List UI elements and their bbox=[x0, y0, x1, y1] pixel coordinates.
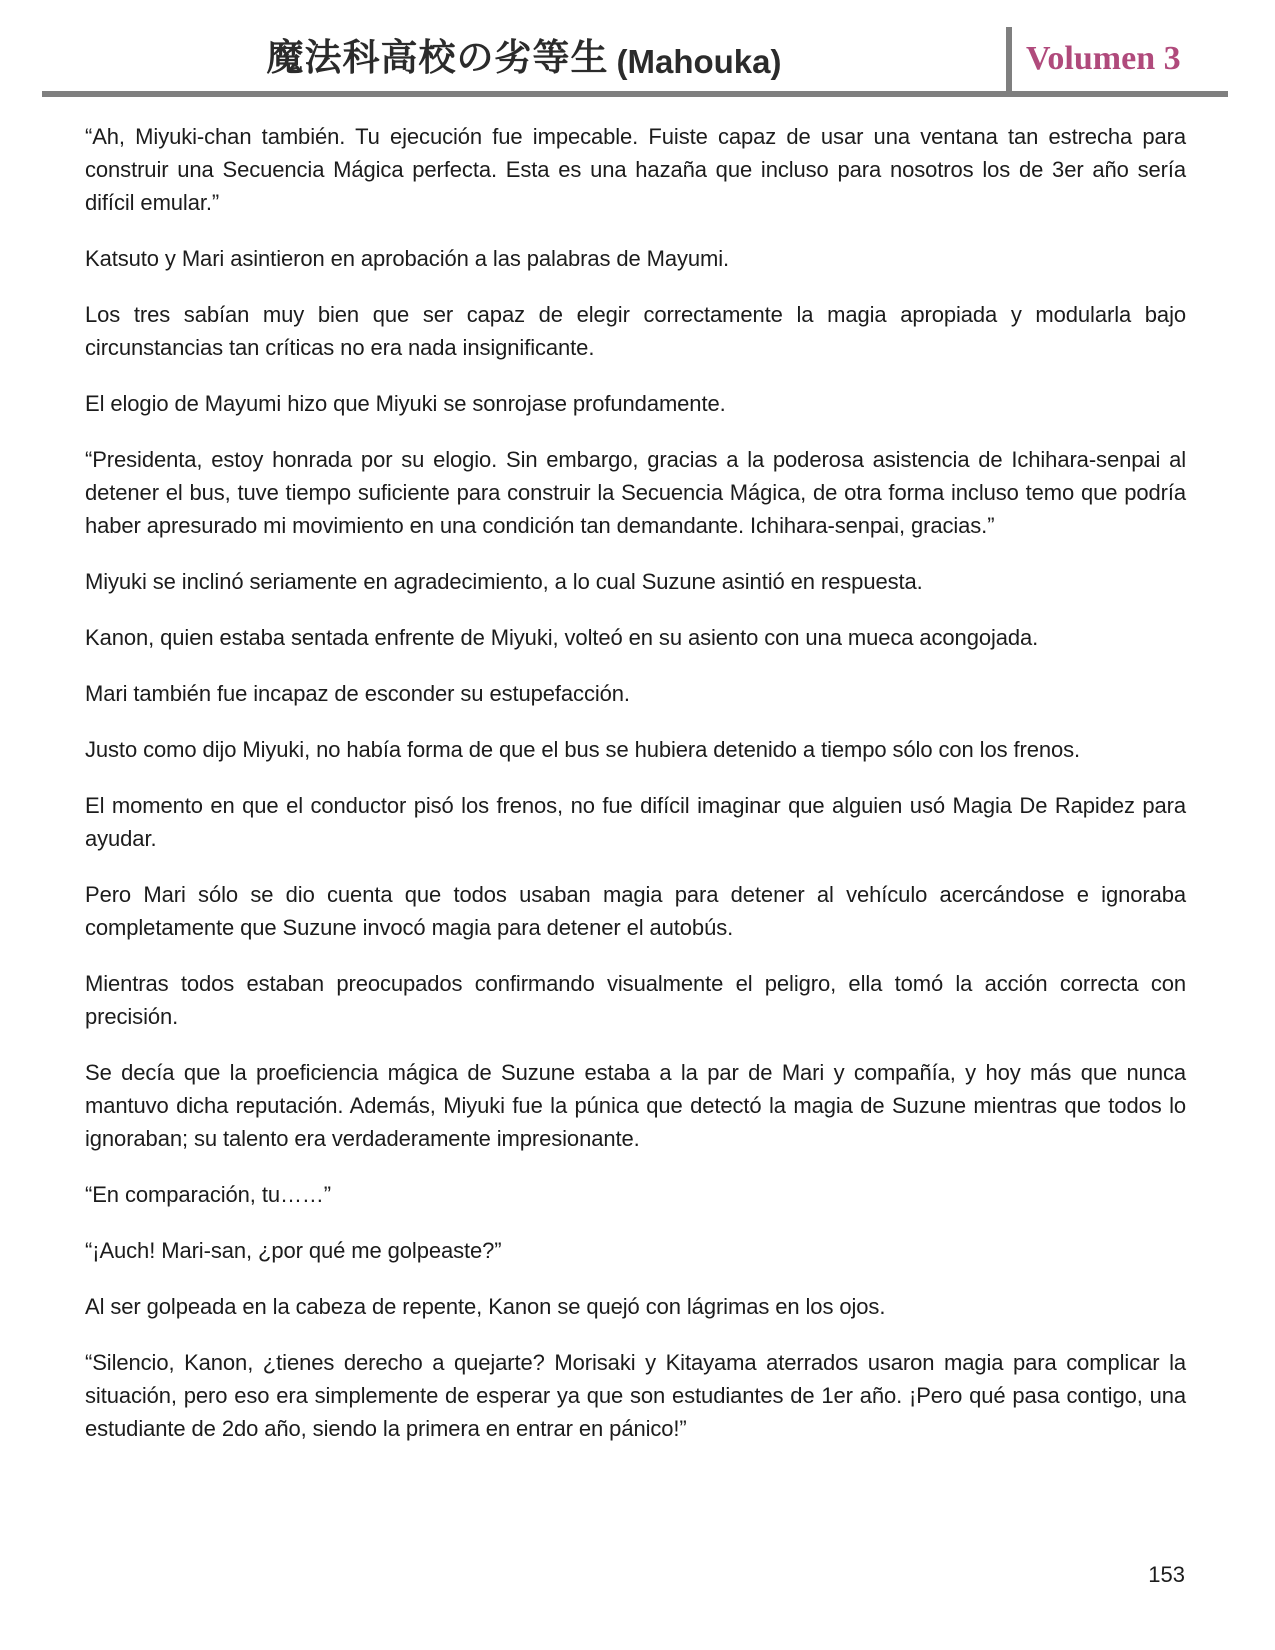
paragraph: Katsuto y Mari asintieron en aprobación a las palabras de Mayumi. bbox=[85, 246, 730, 271]
paragraph: Kanon, quien estaba sentada enfrente de Miyuki, volteó en su asiento con una mueca acongojada. bbox=[85, 625, 1039, 650]
page-header bbox=[0, 0, 1275, 97]
paragraph: Al ser golpeada en la cabeza de repente, Kanon se quejó con lágrimas en los ojos. bbox=[85, 1294, 886, 1319]
paragraph: “Ah, Miyuki-chan también. Tu ejecución fue impecable. Fuiste capaz de usar una ventana tan estrecha para construir una Secuencia Mágica perfecta. Esta es una hazaña que incluso para nosotros los de 3er año sería difícil emular.” bbox=[85, 124, 1186, 215]
paragraph: Se decía que la proeficiencia mágica de Suzune estaba a la par de Mari y compañía, y hoy más que nunca mantuvo dicha reputación. Además, Miyuki fue la púnica que detectó la magia de Suzune mientras que todos lo ignoraban; su talento era verdaderamente impresionante. bbox=[85, 1060, 1186, 1151]
paragraph: “Presidenta, estoy honrada por su elogio. Sin embargo, gracias a la poderosa asistencia de Ichihara-senpai al detener el bus, tuve tiempo suficiente para construir la Secuencia Mágica, de otra forma incluso temo que podría haber apresurado mi movimiento en una condición tan demandante. Ichihara-senpai, gracias.” bbox=[85, 447, 1186, 538]
page-number: 153 bbox=[1148, 1562, 1185, 1587]
page-content bbox=[0, 97, 1275, 1445]
document-title bbox=[42, 0, 1006, 91]
document-title-japanese: 魔法科高校の劣等生 bbox=[266, 35, 609, 79]
paragraph: “En comparación, tu……” bbox=[85, 1182, 331, 1207]
paragraph: “Silencio, Kanon, ¿tienes derecho a quejarte? Morisaki y Kitayama aterrados usaron magia para complicar la situación, pero eso era simplemente de esperar ya que son estudiantes de 1er año. ¡Pero qué pasa contigo, una estudiante de 2do año, siendo la primera en entrar en pánico!” bbox=[85, 1350, 1186, 1441]
document-title-latin: (Mahouka) bbox=[616, 43, 782, 80]
volume-label: Volumen 3 bbox=[1026, 40, 1181, 77]
paragraph: Mientras todos estaban preocupados confirmando visualmente el peligro, ella tomó la acción correcta con precisión. bbox=[85, 971, 1186, 1029]
volume-cell bbox=[1006, 27, 1228, 91]
paragraph: “¡Auch! Mari-san, ¿por qué me golpeaste?” bbox=[85, 1238, 502, 1263]
header-row bbox=[42, 0, 1228, 91]
paragraph: Los tres sabían muy bien que ser capaz de elegir correctamente la magia apropiada y modularla bajo circunstancias tan críticas no era nada insignificante. bbox=[85, 302, 1186, 360]
paragraph: Justo como dijo Miyuki, no había forma de que el bus se hubiera detenido a tiempo sólo con los frenos. bbox=[85, 737, 1081, 762]
paragraph: El momento en que el conductor pisó los frenos, no fue difícil imaginar que alguien usó Magia De Rapidez para ayudar. bbox=[85, 793, 1186, 851]
paragraph: Mari también fue incapaz de esconder su estupefacción. bbox=[85, 681, 630, 706]
paragraph: Miyuki se inclinó seriamente en agradecimiento, a lo cual Suzune asintió en respuesta. bbox=[85, 569, 923, 594]
paragraph: Pero Mari sólo se dio cuenta que todos usaban magia para detener al vehículo acercándose e ignoraba completamente que Suzune invocó magia para detener el autobús. bbox=[85, 882, 1186, 940]
paragraph: El elogio de Mayumi hizo que Miyuki se sonrojase profundamente. bbox=[85, 391, 726, 416]
